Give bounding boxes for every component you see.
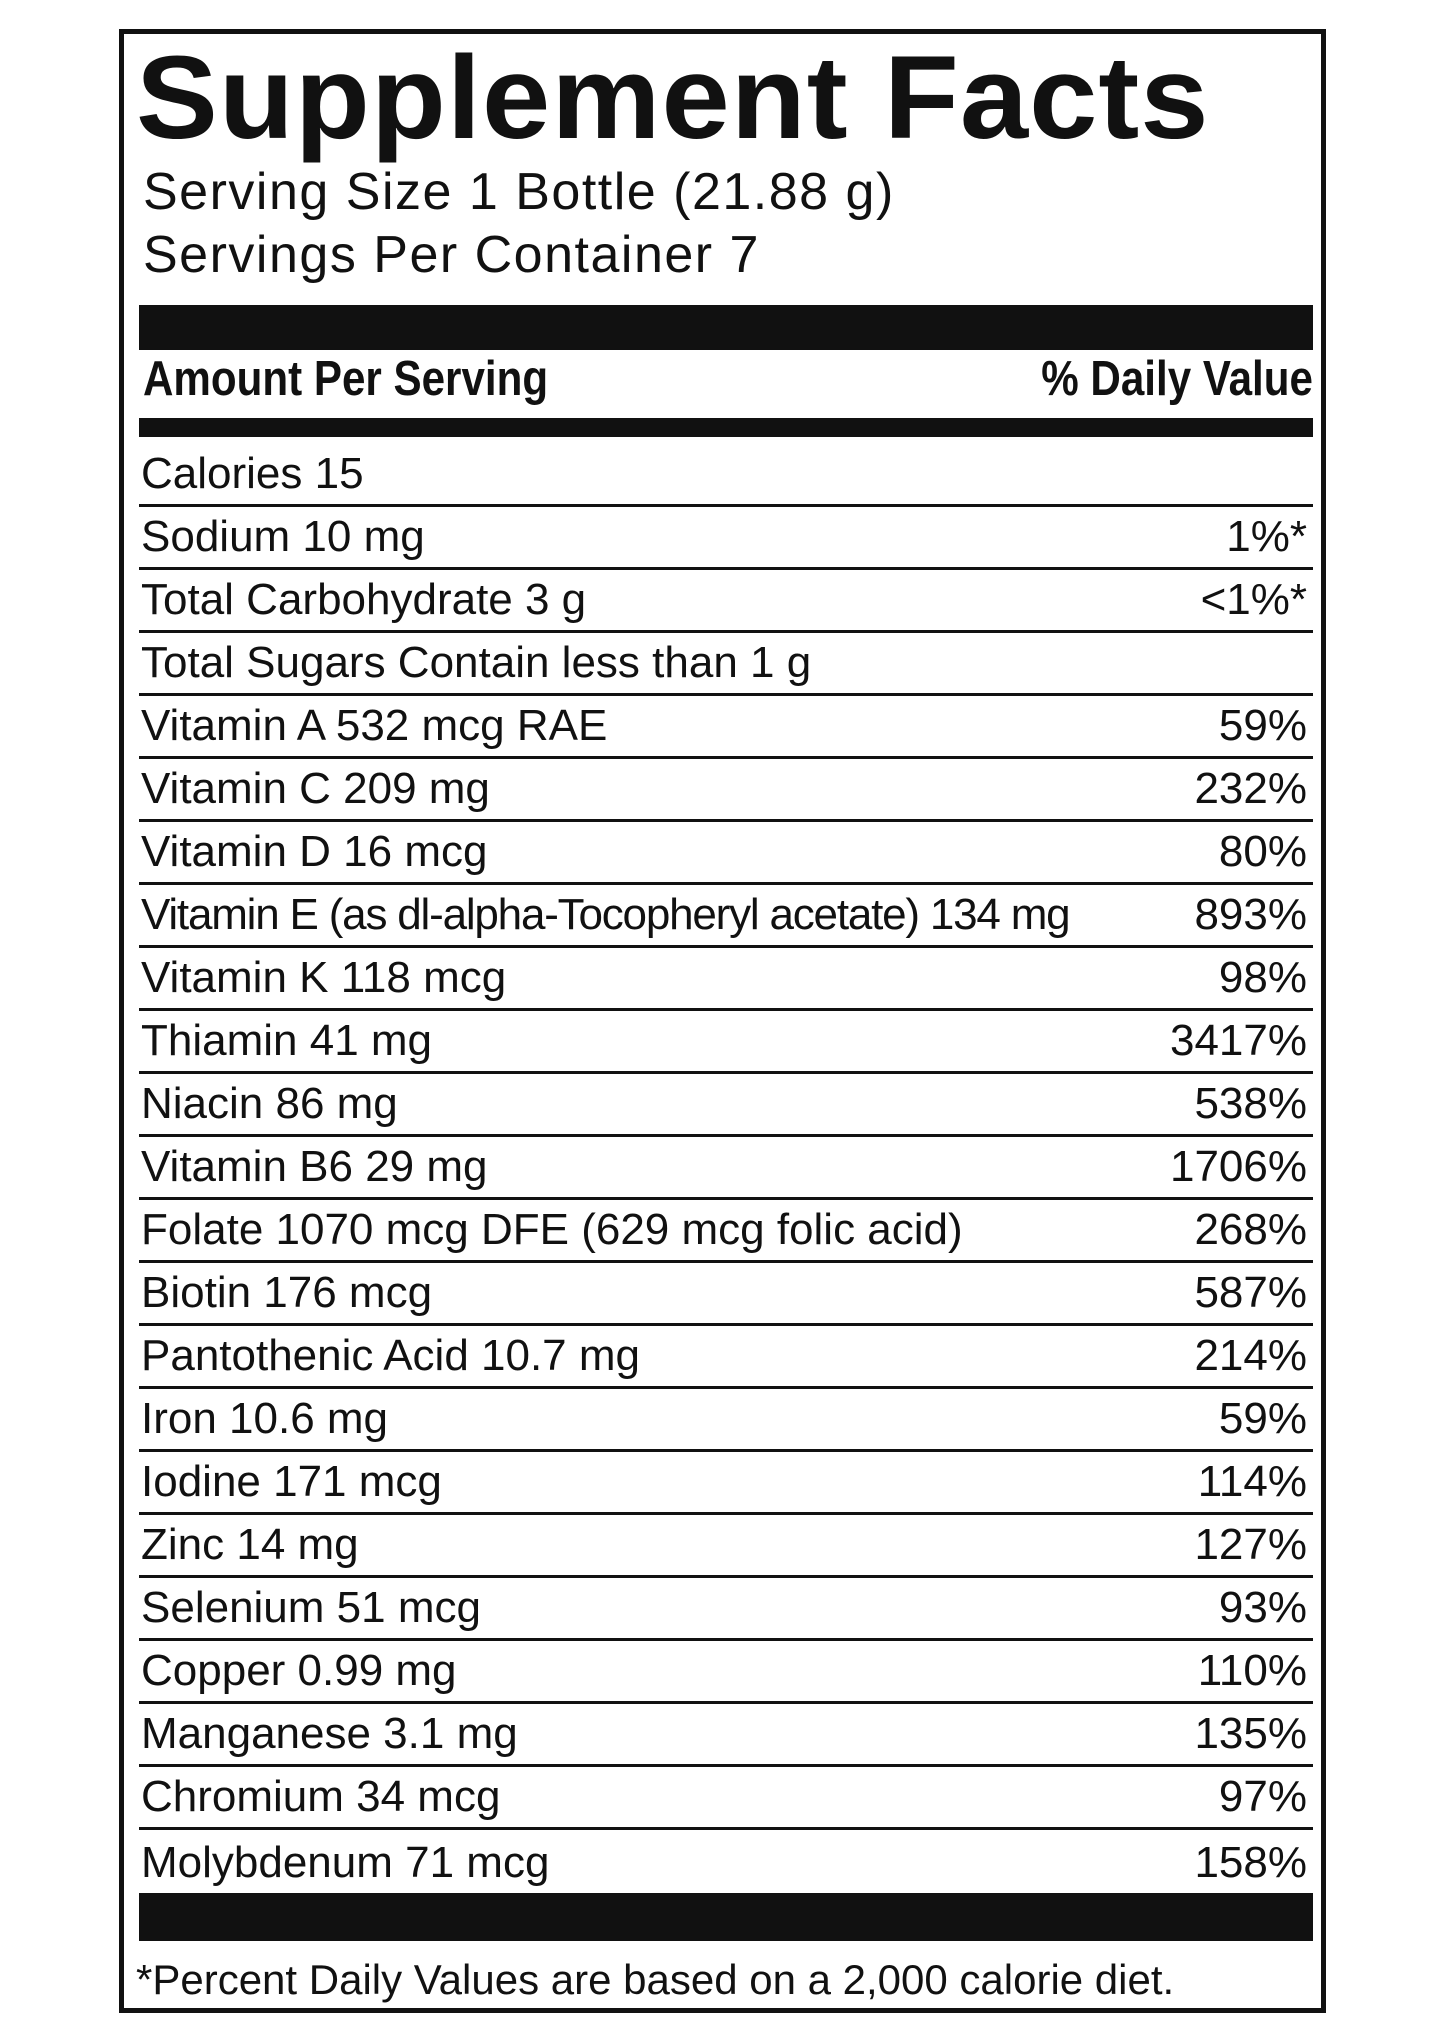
nutrient-amount: Zinc 14 mg	[141, 1520, 359, 1569]
nutrient-amount: Iodine 171 mcg	[141, 1457, 442, 1506]
nutrient-amount: Total Sugars Contain less than 1 g	[141, 638, 812, 687]
table-row	[139, 1137, 1313, 1200]
nutrient-amount: Biotin 176 mcg	[141, 1268, 433, 1317]
nutrient-amount: Vitamin C 209 mg	[141, 764, 490, 813]
table-row	[139, 1641, 1313, 1704]
nutrient-amount: Total Carbohydrate 3 g	[141, 575, 587, 624]
daily-value: 3417%	[1169, 1016, 1307, 1065]
table-row	[139, 759, 1313, 822]
daily-value: 893%	[1194, 890, 1307, 939]
daily-value: 59%	[1218, 701, 1307, 750]
table-row	[139, 1578, 1313, 1641]
table-row	[139, 1830, 1313, 1893]
nutrient-amount: Niacin 86 mg	[141, 1079, 398, 1128]
table-header	[139, 344, 1313, 414]
nutrient-table	[139, 444, 1313, 1893]
nutrient-amount: Folate 1070 mcg DFE (629 mcg folic acid)	[141, 1205, 963, 1254]
daily-value: 110%	[1197, 1646, 1307, 1695]
nutrient-amount: Copper 0.99 mg	[141, 1646, 457, 1695]
table-row	[139, 570, 1313, 633]
daily-value: 214%	[1194, 1331, 1307, 1380]
table-row	[139, 1389, 1313, 1452]
bottom-thick-divider	[139, 1893, 1313, 1941]
daily-value: 80%	[1218, 827, 1307, 876]
table-row	[139, 1515, 1313, 1578]
table-row	[139, 822, 1313, 885]
table-row	[139, 1326, 1313, 1389]
daily-value: 93%	[1218, 1583, 1307, 1632]
table-row	[139, 1200, 1313, 1263]
table-row	[139, 696, 1313, 759]
daily-value: 97%	[1218, 1772, 1307, 1821]
table-row	[139, 1767, 1313, 1830]
daily-value-label: % Daily Value	[1041, 352, 1313, 406]
table-row	[139, 1011, 1313, 1074]
daily-value: 1706%	[1169, 1142, 1307, 1191]
daily-value: 135%	[1194, 1709, 1307, 1758]
table-row	[139, 948, 1313, 1011]
servings-per-container: Servings Per Container 7	[143, 226, 760, 284]
nutrient-amount: Vitamin B6 29 mg	[141, 1142, 488, 1191]
table-row	[139, 1452, 1313, 1515]
table-row	[139, 1263, 1313, 1326]
footnote: *Percent Daily Values are based on a 2,000 calorie diet.	[136, 1956, 1175, 2003]
daily-value: 268%	[1194, 1205, 1307, 1254]
nutrient-amount: Sodium 10 mg	[141, 512, 425, 561]
daily-value: 1%*	[1226, 512, 1307, 561]
daily-value: 127%	[1194, 1520, 1307, 1569]
daily-value: <1%*	[1200, 575, 1307, 624]
daily-value: 114%	[1197, 1457, 1307, 1506]
nutrient-amount: Selenium 51 mcg	[141, 1583, 481, 1632]
supplement-facts-panel	[119, 29, 1326, 2013]
panel-title: Supplement Facts	[136, 32, 1210, 164]
amount-per-serving-label: Amount Per Serving	[143, 352, 549, 406]
daily-value: 98%	[1218, 953, 1307, 1002]
table-row	[139, 633, 1313, 696]
table-row	[139, 885, 1313, 948]
nutrient-amount: Molybdenum 71 mcg	[141, 1838, 550, 1887]
table-row	[139, 1704, 1313, 1767]
nutrient-amount: Manganese 3.1 mg	[141, 1709, 518, 1758]
daily-value: 538%	[1194, 1079, 1307, 1128]
table-row	[139, 1074, 1313, 1137]
nutrient-amount: Vitamin A 532 mcg RAE	[141, 701, 608, 750]
serving-size: Serving Size 1 Bottle (21.88 g)	[143, 163, 895, 221]
nutrient-amount: Thiamin 41 mg	[141, 1016, 433, 1065]
nutrient-amount: Chromium 34 mcg	[141, 1772, 501, 1821]
table-row	[139, 444, 1313, 507]
nutrient-amount: Calories 15	[141, 449, 364, 498]
nutrient-amount: Vitamin D 16 mcg	[141, 827, 488, 876]
nutrient-amount: Vitamin K 118 mcg	[141, 953, 507, 1002]
header-divider	[139, 418, 1313, 437]
daily-value: 59%	[1218, 1394, 1307, 1443]
nutrient-amount: Vitamin E (as dl-alpha-Tocopheryl acetate) 134 mg	[141, 890, 1070, 939]
nutrient-amount: Iron 10.6 mg	[141, 1394, 389, 1443]
daily-value: 158%	[1194, 1838, 1307, 1887]
daily-value: 232%	[1194, 764, 1307, 813]
nutrient-amount: Pantothenic Acid 10.7 mg	[141, 1331, 640, 1380]
table-row	[139, 507, 1313, 570]
daily-value: 587%	[1194, 1268, 1307, 1317]
